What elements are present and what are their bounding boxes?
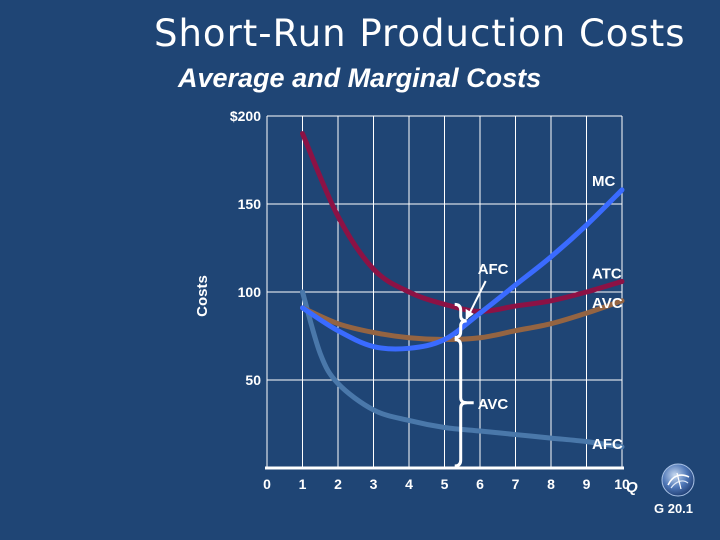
y-tick-label: $200 — [229, 108, 261, 124]
annotation-label-avc: AVC — [477, 395, 509, 413]
series-line-atc — [303, 134, 623, 312]
x-tick-label: 7 — [511, 476, 520, 492]
curve-label-mc: MC — [592, 172, 616, 190]
publisher-logo-icon — [661, 463, 695, 497]
y-tick-label: 50 — [245, 372, 261, 388]
x-tick-label: 1 — [298, 476, 307, 492]
page-subtitle: Average and Marginal Costs — [178, 63, 542, 93]
x-tick-label: 0 — [263, 476, 271, 492]
x-tick-label: 3 — [369, 476, 378, 492]
x-tick-label: 10 — [614, 476, 630, 492]
x-tick-label: 9 — [582, 476, 591, 492]
figure-badge: G 20.1 — [654, 501, 694, 516]
x-tick-label: 5 — [440, 476, 449, 492]
x-axis-title: Q — [626, 479, 638, 496]
y-axis-title: Costs — [194, 275, 211, 317]
page-title: Short-Run Production Costs — [154, 12, 686, 55]
x-tick-label: 8 — [547, 476, 555, 492]
x-tick-label: 6 — [476, 476, 484, 492]
y-tick-label: 150 — [237, 196, 261, 212]
curve-label-afc: AFC — [592, 435, 623, 453]
x-tick-label: 4 — [405, 476, 413, 492]
y-tick-label: 100 — [237, 284, 261, 300]
curve-label-atc: ATC — [592, 265, 622, 283]
x-tick-label: 2 — [334, 476, 342, 492]
annotation-label-afc: AFC — [477, 261, 509, 278]
curve-label-avc: AVC — [592, 294, 623, 312]
